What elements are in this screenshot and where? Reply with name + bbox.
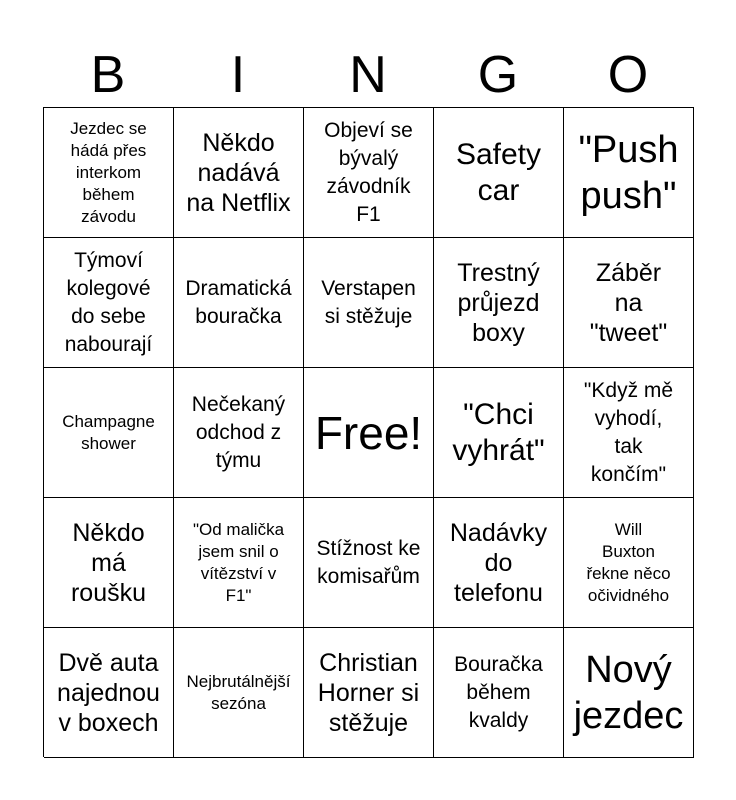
header-letter-g: G <box>477 46 519 104</box>
header-letter-n: N <box>349 46 387 104</box>
bingo-cell[interactable]: Christian Horner si stěžuje <box>304 628 434 758</box>
bingo-cell[interactable]: Objeví se bývalý závodník F1 <box>304 108 434 238</box>
header-letter-b: B <box>90 46 126 104</box>
bingo-cell[interactable]: "Když mě vyhodí, tak končím" <box>564 368 694 498</box>
bingo-cell[interactable]: Dramatická bouračka <box>174 238 304 368</box>
bingo-cell[interactable]: Stížnost ke komisařům <box>304 498 434 628</box>
bingo-cell[interactable]: Will Buxton řekne něco očividného <box>564 498 694 628</box>
bingo-cell[interactable]: Nečekaný odchod z týmu <box>174 368 304 498</box>
bingo-cell[interactable]: Nový jezdec <box>564 628 694 758</box>
bingo-cell[interactable]: "Od malička jsem snil o vítězství v F1" <box>174 498 304 628</box>
header-letter-o: O <box>607 46 649 104</box>
bingo-cell[interactable]: Někdo nadává na Netflix <box>174 108 304 238</box>
bingo-cell[interactable]: Trestný průjezd boxy <box>434 238 564 368</box>
bingo-cell[interactable]: Týmoví kolegové do sebe nabourají <box>44 238 174 368</box>
bingo-cell[interactable]: Jezdec se hádá přes interkom během závodu <box>44 108 174 238</box>
header-letter-i: I <box>230 46 246 104</box>
bingo-cell[interactable]: Champagne shower <box>44 368 174 498</box>
bingo-cell[interactable]: Záběr na "tweet" <box>564 238 694 368</box>
bingo-cell[interactable]: Nadávky do telefonu <box>434 498 564 628</box>
bingo-cell[interactable]: Dvě auta najednou v boxech <box>44 628 174 758</box>
bingo-header <box>43 42 693 108</box>
bingo-cell[interactable]: Někdo má roušku <box>44 498 174 628</box>
bingo-cell[interactable]: "Push push" <box>564 108 694 238</box>
bingo-card <box>43 107 694 757</box>
bingo-cell[interactable]: Safety car <box>434 108 564 238</box>
bingo-cell[interactable]: Bouračka během kvaldy <box>434 628 564 758</box>
bingo-cell[interactable]: Nejbrutálnější sezóna <box>174 628 304 758</box>
free-space-cell[interactable]: Free! <box>304 368 434 498</box>
bingo-cell[interactable]: "Chci vyhrát" <box>434 368 564 498</box>
bingo-cell[interactable]: Verstapen si stěžuje <box>304 238 434 368</box>
